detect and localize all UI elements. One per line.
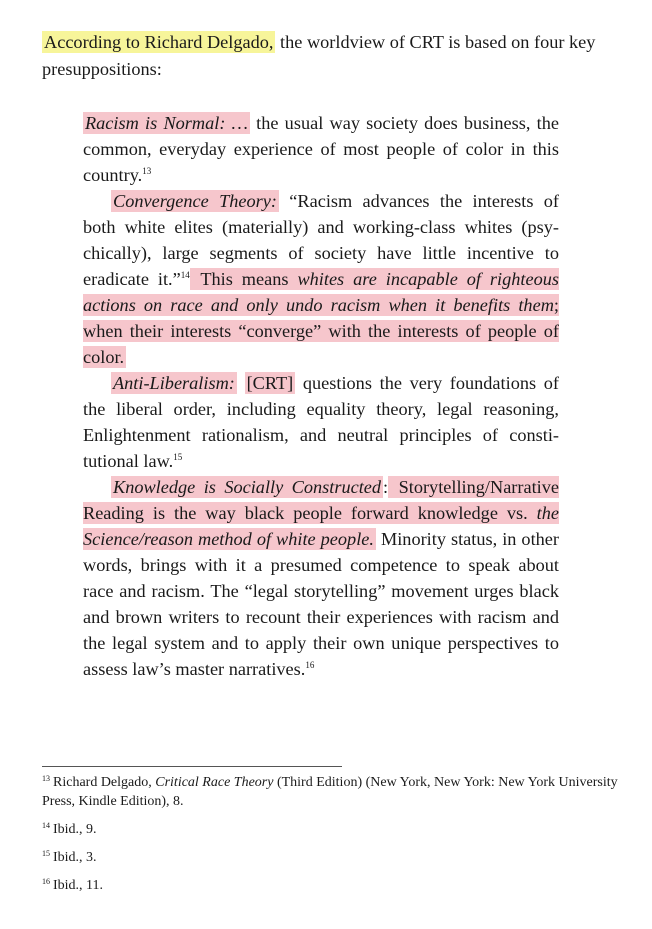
footnote-ref-14[interactable]: 14 — [180, 270, 190, 280]
footnote-text: Ibid., 11. — [53, 878, 104, 893]
hl-knowledge-text: Storytelling/Narrative Reading is the way black people forward knowledge vs. — [83, 477, 560, 523]
footnote-title: Critical Race Theory — [155, 775, 274, 790]
colon-knowledge: : — [383, 477, 389, 497]
footnote-ref-13[interactable]: 13 — [142, 166, 152, 176]
presupposition-racism-normal — [83, 110, 559, 188]
text-convergence: “Racism advances the interests of both white elites (materially) and working-class whites (psychically), large segments of society have little incentive to eradicate it.” — [83, 191, 559, 289]
hl-knowledge-em: the Science/reason method of white people. — [83, 503, 559, 549]
intro-paragraph — [42, 29, 642, 83]
footnote — [42, 876, 622, 895]
label-convergence: Convergence Theory: — [113, 191, 277, 211]
footnote-text: Ibid., 3. — [53, 850, 97, 865]
highlight-author: According to Richard Delgado, — [44, 32, 274, 52]
presupposition-knowledge — [83, 474, 559, 682]
footnotes — [42, 773, 622, 904]
highlight-crt: [CRT] — [246, 373, 294, 393]
footnote-ref-16[interactable]: 16 — [305, 660, 315, 670]
label-racism-normal: Racism is Normal: … — [85, 113, 248, 133]
footnote-ref-15[interactable]: 15 — [173, 452, 183, 462]
presupposition-anti-liberalism — [83, 370, 559, 474]
hl-convergence-em: whites are incapable of righteous actions on race and only undo racism when it benefits them — [83, 269, 559, 315]
footnote — [42, 820, 622, 839]
hl-convergence-b: ; when their interests “converge” with the interests of people of color. — [83, 295, 559, 367]
text-knowledge: Minority status, in other words, brings with it a presumed competence to speak about race and racism. The “legal storytelling” movement urges black and brown writers to recount their experiences with racism and the legal system and to apply their own unique perspectives to assess law’s master narratives. — [83, 529, 559, 679]
intro-text: the worldview of CRT is based on four key presuppositions: — [42, 32, 596, 79]
hl-convergence-a: This means — [191, 269, 298, 289]
footnote-number: 14 — [42, 821, 50, 830]
footnote — [42, 848, 622, 867]
footnote-text: Ibid., 9. — [53, 822, 97, 837]
footnote-text: Richard Delgado, — [53, 775, 156, 790]
footnote-text-rest: (Third Edition) (New York, New York: New York University Press, Kindle Edition), 8. — [42, 775, 618, 809]
text-racism-normal: the usual way society does business, the common, everyday experience of most people of color in this country. — [83, 113, 560, 185]
footnote-number: 16 — [42, 877, 50, 886]
label-knowledge: Knowledge is Socially Constructed — [113, 477, 382, 497]
footnote-divider — [42, 766, 342, 767]
footnote-number: 15 — [42, 849, 50, 858]
block-quote — [83, 110, 559, 682]
presupposition-convergence — [83, 188, 559, 370]
text-anti-liberalism: questions the very foundations of the liberal order, including equality theory, legal reasoning, Enlightenment rationalism, and neutral principles of constitutional law. — [83, 373, 560, 471]
footnote — [42, 773, 622, 811]
label-anti-liberalism: Anti-Liberalism: — [113, 373, 235, 393]
footnote-number: 13 — [42, 774, 50, 783]
